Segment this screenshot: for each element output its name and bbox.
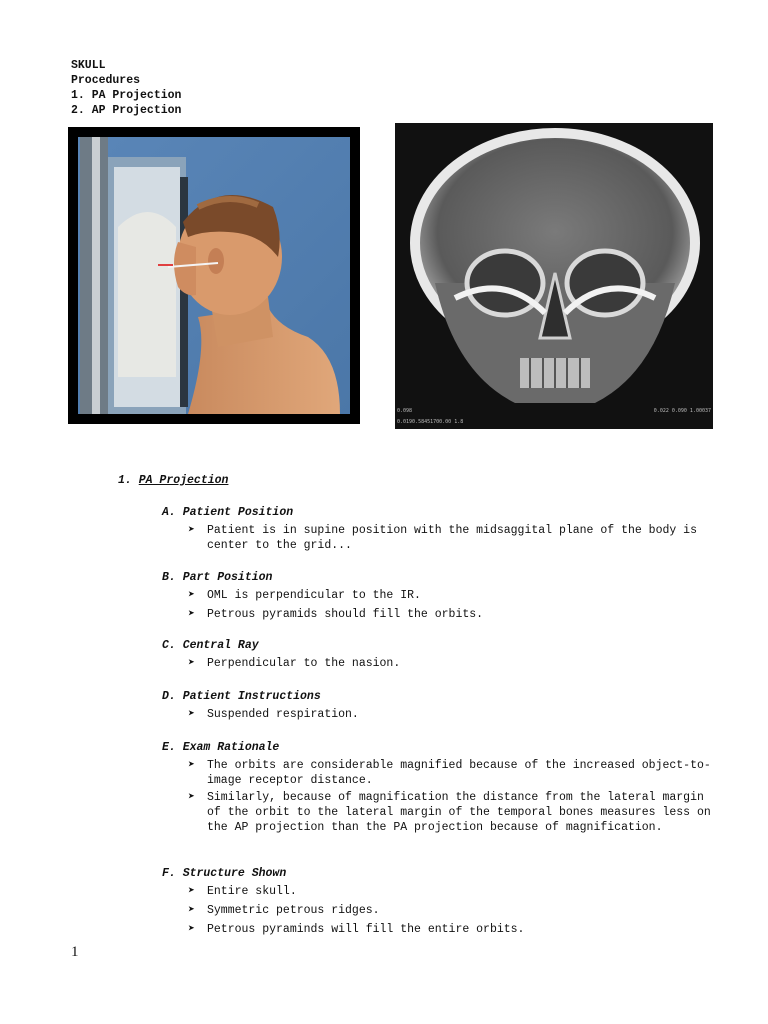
exam-rationale-heading: E. Exam Rationale [162, 741, 280, 754]
patient-position-heading: A. Patient Position [162, 506, 294, 519]
bullet-arrow-icon: ➤ [188, 791, 195, 804]
document-header [71, 58, 181, 118]
skull-xray-illustration [395, 123, 713, 429]
bullet-arrow-icon: ➤ [188, 708, 195, 721]
section-title: PA Projection [138, 474, 229, 487]
bullet-arrow-icon: ➤ [188, 904, 195, 917]
list-item: ➤ OML is perpendicular to the IR. [188, 589, 421, 602]
section-number: 1. [118, 474, 132, 487]
patient-positioning-photo [68, 127, 360, 424]
section-heading [118, 473, 228, 488]
bullet-arrow-icon: ➤ [188, 923, 195, 936]
xray-annotation-right: 0.022 0.090 1.00037 [653, 408, 711, 414]
header-item-ap: 2. AP Projection [71, 104, 182, 117]
list-item: ➤ Petrous pyraminds will fill the entire orbits. [188, 923, 525, 936]
header-procedures: Procedures [71, 74, 141, 87]
patient-instructions-heading: D. Patient Instructions [162, 690, 321, 703]
list-item: ➤ Similarly, because of magnification the distance from the lateral margin of the orbit to the lateral margin of the temporal bones measures less on the AP projection than the PA projection because of magnification. [188, 791, 711, 834]
section-patient-instructions [162, 689, 722, 722]
list-item: ➤ Entire skull. [188, 885, 297, 898]
skull-radiograph [395, 123, 713, 429]
list-item: ➤ The orbits are considerable magnified because of the increased object-to-image receptor distance. [188, 759, 711, 787]
section-exam-rationale [162, 740, 722, 835]
xray-annotation-left-top: 0.098 [397, 408, 413, 414]
xray-annotation-left-bottom: 0.0190.58451700.00 1.8 [397, 419, 464, 425]
section-central-ray [162, 638, 722, 671]
central-ray-heading: C. Central Ray [162, 639, 259, 652]
section-structure-shown [162, 866, 722, 937]
bullet-arrow-icon: ➤ [188, 524, 195, 537]
bullet-arrow-icon: ➤ [188, 759, 195, 772]
bullet-arrow-icon: ➤ [188, 589, 195, 602]
list-item: ➤ Patient is in supine position with the midsaggital plane of the body is center to the grid... [188, 524, 697, 552]
list-item: ➤ Symmetric petrous ridges. [188, 904, 380, 917]
section-patient-position [162, 505, 722, 553]
list-item: ➤ Suspended respiration. [188, 708, 359, 721]
bullet-arrow-icon: ➤ [188, 608, 195, 621]
structure-shown-heading: F. Structure Shown [162, 867, 287, 880]
header-title: SKULL [71, 59, 106, 72]
patient-photo-illustration [78, 137, 350, 414]
bullet-arrow-icon: ➤ [188, 885, 195, 898]
list-item: ➤ Petrous pyramids should fill the orbits. [188, 608, 484, 621]
bullet-arrow-icon: ➤ [188, 657, 195, 670]
part-position-heading: B. Part Position [162, 571, 273, 584]
list-item: ➤ Perpendicular to the nasion. [188, 657, 401, 670]
page-number: 1 [71, 944, 79, 960]
header-item-pa: 1. PA Projection [71, 89, 182, 102]
section-part-position [162, 570, 722, 622]
